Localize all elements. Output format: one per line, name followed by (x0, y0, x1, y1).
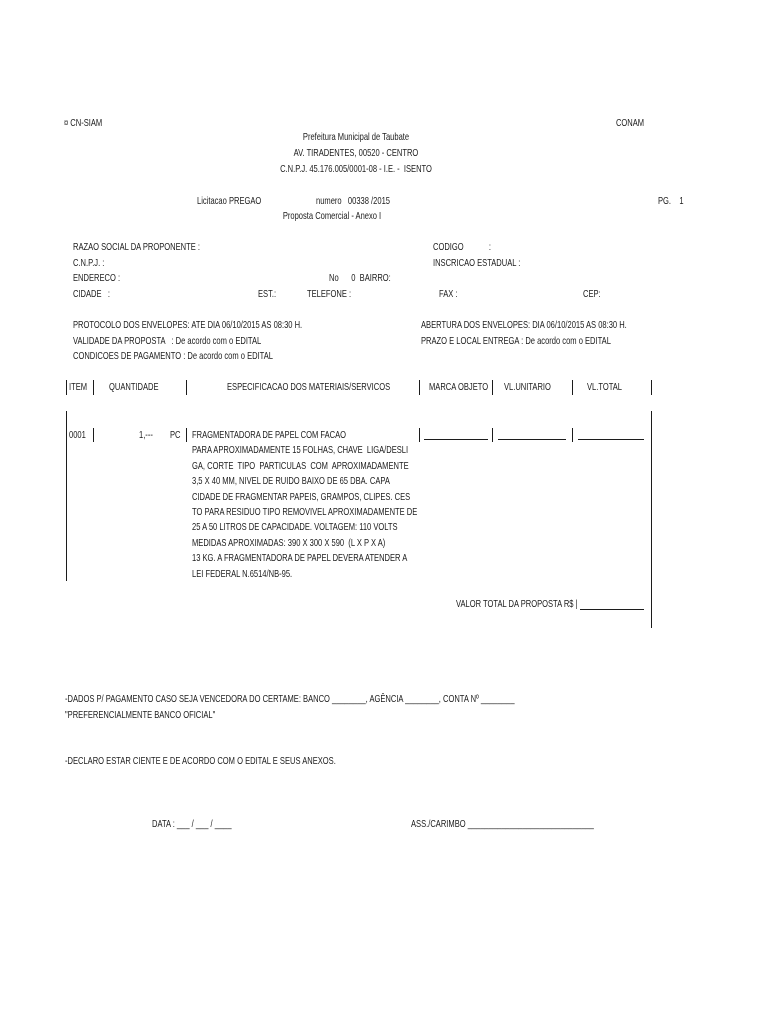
table-divider (93, 428, 94, 442)
protocolo-line: PROTOCOLO DOS ENVELOPES: ATE DIA 06/10/2015 AS 08:30 H. (73, 319, 303, 331)
description-line: TO PARA RESIDUO TIPO REMOVIVEL APROXIMADAMENTE DE (192, 506, 418, 518)
cep-label: CEP: (583, 288, 601, 300)
declaracao-line: -DECLARO ESTAR CIENTE E DE ACORDO COM O EDITAL E SEUS ANEXOS. (65, 755, 336, 767)
org-cnpj: C.N.P.J. 45.176.005/0001-08 - I.E. - ISENTO (280, 163, 432, 175)
description-line: FRAGMENTADORA DE PAPEL COM FACAO (192, 429, 347, 441)
estado-label: EST.: (258, 288, 277, 300)
table-left-border (66, 411, 67, 581)
row-quantidade: 1,--- (139, 429, 153, 441)
header-vl-total: VL.TOTAL (587, 381, 623, 393)
table-divider (419, 380, 420, 395)
header-item: ITEM (69, 381, 88, 393)
table-divider (419, 428, 420, 442)
codigo-label: CODIGO : (433, 241, 491, 253)
description-line: 3,5 X 40 MM, NIVEL DE RUIDO BAIXO DE 65 DBA. CAPA (192, 475, 390, 487)
inscricao-label: INSCRICAO ESTADUAL : (433, 257, 521, 269)
description-line: MEDIDAS APROXIMADAS: 390 X 300 X 590 (L X P X A) (192, 537, 386, 549)
header-especificacao: ESPECIFICACAO DOS MATERIAIS/SERVICOS (227, 381, 391, 393)
cidade-label: CIDADE : (73, 288, 110, 300)
org-address: AV. TIRADENTES, 00520 - CENTRO (293, 147, 419, 159)
vl-total-blank[interactable] (578, 439, 644, 440)
prazo-line: PRAZO E LOCAL ENTREGA : De acordo com o EDITAL (421, 335, 611, 347)
pagamento-line: CONDICOES DE PAGAMENTO : De acordo com o EDITAL (73, 350, 273, 362)
document-subtitle: Proposta Comercial - Anexo I (282, 210, 382, 222)
table-divider (93, 380, 94, 395)
valor-total-label: VALOR TOTAL DA PROPOSTA R$ | (456, 598, 578, 610)
table-divider (572, 380, 573, 395)
header-marca: MARCA OBJETO (429, 381, 489, 393)
table-divider (186, 380, 187, 395)
marca-blank[interactable] (424, 439, 488, 440)
licitacao-numero: numero 00338 /2015 (316, 195, 390, 207)
header-quantidade: QUANTIDADE (109, 381, 159, 393)
row-item-code: 0001 (69, 429, 86, 441)
dados-pagamento-line: -DADOS P/ PAGAMENTO CASO SEJA VENCEDORA DO CERTAME: BANCO ________, AGÊNCIA ________, CONTA Nº ________ (65, 693, 515, 705)
system-code: ¤ CN-SIAM (64, 117, 103, 129)
validade-line: VALIDADE DA PROPOSTA : De acordo com o EDITAL (73, 335, 262, 347)
description-line: PARA APROXIMADAMENTE 15 FOLHAS, CHAVE LIGA/DESLI (192, 444, 409, 456)
razao-social-label: RAZAO SOCIAL DA PROPONENTE : (73, 241, 201, 253)
table-divider (492, 380, 493, 395)
vl-unitario-blank[interactable] (498, 439, 566, 440)
table-divider (572, 428, 573, 442)
table-divider (651, 380, 652, 395)
description-line: GA, CORTE TIPO PARTICULAS COM APROXIMADAMENTE (192, 460, 409, 472)
banco-oficial-note: "PREFERENCIALMENTE BANCO OFICIAL" (65, 709, 216, 721)
table-divider (186, 428, 187, 442)
table-right-border (651, 411, 652, 628)
abertura-line: ABERTURA DOS ENVELOPES: DIA 06/10/2015 AS 08:30 H. (421, 319, 627, 331)
licitacao-label: Licitacao PREGAO (197, 195, 262, 207)
system-code-right: CONAM (615, 117, 644, 129)
endereco-label: ENDERECO : (73, 272, 121, 284)
valor-total-blank[interactable] (580, 609, 644, 610)
numero-bairro-label: No 0 BAIRRO: (329, 272, 391, 284)
description-line: CIDADE DE FRAGMENTAR PAPEIS, GRAMPOS, CLIPES. CES (192, 491, 411, 503)
description-line: LEI FEDERAL N.6514/NB-95. (192, 568, 293, 580)
description-line: 25 A 50 LITROS DE CAPACIDADE. VOLTAGEM: 110 VOLTS (192, 521, 398, 533)
page-number: PG. 1 (658, 195, 684, 207)
description-line: 13 KG. A FRAGMENTADORA DE PAPEL DEVERA ATENDER A (192, 552, 408, 564)
table-divider (492, 428, 493, 442)
assinatura-field[interactable]: ASS./CARIMBO ______________________________ (411, 818, 594, 830)
org-name: Prefeitura Municipal de Taubate (302, 131, 410, 143)
cnpj-label: C.N.P.J. : (73, 257, 105, 269)
fax-label: FAX : (439, 288, 458, 300)
data-field[interactable]: DATA : ___ / ___ / ____ (152, 818, 232, 830)
table-divider (66, 380, 67, 395)
row-unidade: PC (170, 429, 181, 441)
header-vl-unitario: VL.UNITARIO (504, 381, 551, 393)
telefone-label: TELEFONE : (307, 288, 352, 300)
